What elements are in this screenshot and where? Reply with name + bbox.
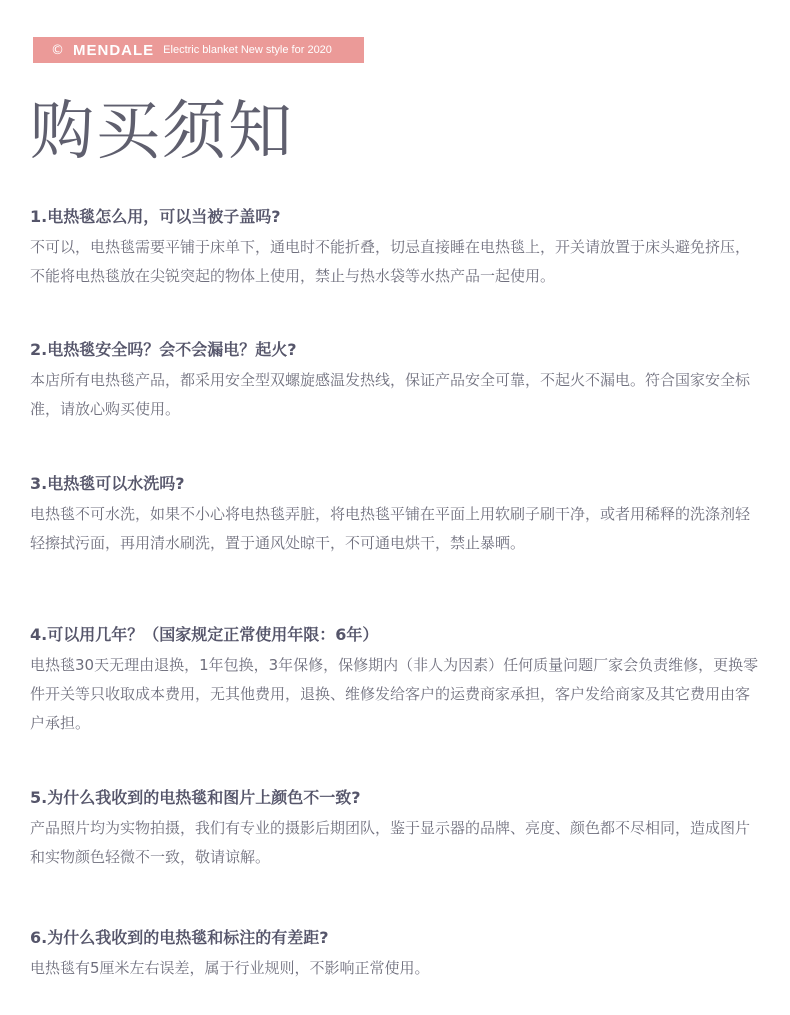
faq-question: 2.电热毯安全吗？会不会漏电？起火? xyxy=(30,340,297,359)
faq-item-3 xyxy=(30,471,760,558)
faq-answer: 电热毯不可水洗，如果不小心将电热毯弄脏，将电热毯平铺在平面上用软刷子刷干净，或者用稀释的洗涤剂轻轻擦拭污面，再用清水刷洗，置于通风处晾干，不可通电烘干，禁止暴晒。 xyxy=(30,505,751,552)
faq-question: 6.为什么我收到的电热毯和标注的有差距? xyxy=(30,928,329,947)
faq-answer: 本店所有电热毯产品，都采用安全型双螺旋感温发热线，保证产品安全可靠，不起火不漏电。符合国家安全标准，请放心购买使用。 xyxy=(30,371,751,418)
faq-item-1 xyxy=(30,204,760,291)
faq-question: 1.电热毯怎么用，可以当被子盖吗? xyxy=(30,207,281,226)
page-title: 购买须知 xyxy=(30,95,294,169)
banner-tagline: Electric blanket New style for 2020 xyxy=(163,44,332,56)
faq-item-4 xyxy=(30,622,760,738)
faq-answer: 电热毯有5厘米左右误差，属于行业规则，不影响正常使用。 xyxy=(30,959,430,977)
copyright-symbol: © xyxy=(51,42,64,58)
faq-answer: 电热毯30天无理由退换，1年包换，3年保修，保修期内（非人为因素）任何质量问题厂家会负责维修，更换零件开关等只收取成本费用，无其他费用，退换、维修发给客户的运费商家承担，客户发给商家及其它费用由客户承担。 xyxy=(30,656,759,732)
brand-banner xyxy=(33,37,364,63)
brand-logo-text: MENDALE xyxy=(73,41,155,59)
faq-question: 5.为什么我收到的电热毯和图片上颜色不一致? xyxy=(30,788,361,807)
faq-question: 4.可以用几年？（国家规定正常使用年限：6年） xyxy=(30,625,379,644)
faq-item-6 xyxy=(30,925,760,983)
faq-answer: 产品照片均为实物拍摄，我们有专业的摄影后期团队，鉴于显示器的品牌、亮度、颜色都不尽相同，造成图片和实物颜色轻微不一致，敬请谅解。 xyxy=(30,819,751,866)
faq-item-2 xyxy=(30,337,760,424)
faq-item-5 xyxy=(30,785,760,872)
faq-answer: 不可以，电热毯需要平铺于床单下，通电时不能折叠，切忌直接睡在电热毯上，开关请放置于床头避免挤压，不能将电热毯放在尖锐突起的物体上使用，禁止与热水袋等水热产品一起使用。 xyxy=(30,238,751,285)
faq-question: 3.电热毯可以水洗吗? xyxy=(30,474,185,493)
